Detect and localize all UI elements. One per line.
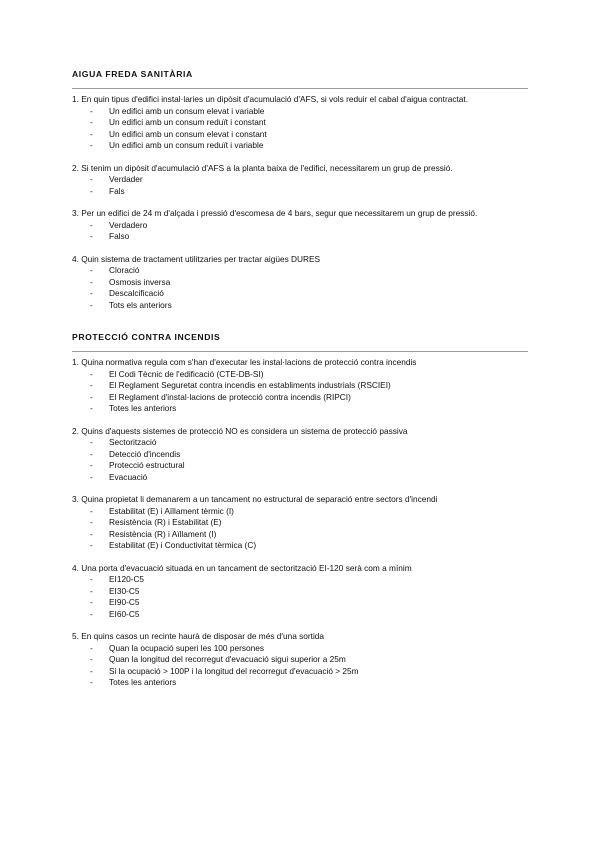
option-item: - El Codi Tècnic de l'edificació (CTE-DB-SI) <box>90 368 264 379</box>
document-page <box>72 68 528 689</box>
question-text: 2. Quins d'aquests sistemes de protecció NO es considera un sistema de protecció passiva <box>72 425 408 436</box>
options-list <box>72 369 528 415</box>
option-item: - EI60-C5 <box>90 608 140 619</box>
question-block <box>72 631 528 689</box>
options-list <box>72 265 528 311</box>
option-item: - Totes les anteriors <box>90 403 177 413</box>
option-item: - Verdader <box>90 174 143 184</box>
section-proteccio-incendis <box>72 331 528 689</box>
section-divider <box>72 351 528 352</box>
options-list <box>72 574 528 620</box>
option-item: - Estabilitat (E) i Aïllament tèrmic (I) <box>90 505 234 516</box>
option-item: - Quan la longitud del recorregut d'evacuació sigui superior a 25m <box>90 654 346 664</box>
option-item: - Verdadero <box>90 219 148 230</box>
option-item: - Detecció d'incendis <box>90 448 181 459</box>
options-list <box>72 220 528 243</box>
question-block <box>72 94 528 152</box>
option-item: - Descalcificació <box>90 288 164 298</box>
option-item: - Quan la ocupació superi les 100 persones <box>90 642 264 653</box>
options-list <box>72 643 528 689</box>
option-item: - Fals <box>90 185 125 196</box>
section-aigua-freda <box>72 68 528 311</box>
option-item: - EI120-C5 <box>90 574 145 584</box>
options-list <box>72 106 528 152</box>
question-block <box>72 357 528 415</box>
option-item: - Estabilitat (E) i Conductivitat tèrmica (C) <box>90 540 257 550</box>
section-title: AIGUA FREDA SANITÀRIA <box>72 69 193 79</box>
option-item: - Un edifici amb un consum reduït i constant <box>90 117 266 127</box>
option-item: - Un edifici amb un consum reduït i variable <box>90 140 264 150</box>
question-text: 2. Si tenim un dipòsit d'acumulació d'AFS a la planta baixa de l'edifici, necessitarem un grup de pressió. <box>72 162 453 173</box>
option-item: - Resistència (R) i Aïllament (I) <box>90 528 217 539</box>
option-item: - Tots els anteriors <box>90 299 172 310</box>
question-text: 1. En quin tipus d'edifici instal·laries un dipòsit d'acumulació d'AFS, si vols reduir el cabal d'aigua contractat. <box>72 94 469 104</box>
option-item: - El Reglament d'instal·lacions de protecció contra incendis (RIPCI) <box>90 391 351 402</box>
question-text: 5. En quins casos un recinte haurà de disposar de més d'una sortida <box>72 631 325 641</box>
question-block <box>72 426 528 484</box>
options-list <box>72 174 528 197</box>
option-item: - Sectorització <box>90 437 157 447</box>
option-item: - Protecció estructural <box>90 460 185 470</box>
option-item: - EI30-C5 <box>90 585 140 596</box>
question-block <box>72 163 528 198</box>
question-text: 1. Quina normativa regula com s'han d'executar les instal·lacions de protecció contra incendis <box>72 357 417 367</box>
question-block <box>72 494 528 552</box>
question-block <box>72 208 528 243</box>
option-item: - Un edifici amb un consum elevat i variable <box>90 105 265 116</box>
question-text: 4. Quin sistema de tractament utilitzaries per tractar aigües DURES <box>72 253 321 264</box>
option-item: - Osmosis inversa <box>90 276 171 287</box>
section-title: PROTECCIÓ CONTRA INCENDIS <box>72 332 221 342</box>
section-divider <box>72 88 528 89</box>
option-item: - Evacuació <box>90 471 148 482</box>
question-text: 4. Una porta d'evacuació situada en un tancament de sectorització EI-120 serà com a mínim <box>72 562 412 573</box>
question-text: 3. Per un edifici de 24 m d'alçada i pressió d'escomesa de 4 bars, segur que necessitarem un grup de pressió. <box>72 208 478 218</box>
option-item: - Falso <box>90 231 130 241</box>
option-item: - El Reglament Seguretat contra incendis en establiments industrials (RSCIEI) <box>90 380 391 390</box>
option-item: - Si la ocupació > 100P i la longitud del recorregut d'evacuació > 25m <box>90 665 359 676</box>
options-list <box>72 437 528 483</box>
option-item: - Totes les anteriors <box>90 677 177 687</box>
option-item: - Un edifici amb un consum elevat i constant <box>90 128 267 139</box>
options-list <box>72 506 528 552</box>
option-item: - Resistència (R) i Estabilitat (E) <box>90 517 222 527</box>
question-block <box>72 563 528 621</box>
question-block <box>72 254 528 312</box>
question-text: 3. Quina propietat li demanarem a un tancament no estructural de separació entre sectors d'incendi <box>72 494 438 504</box>
option-item: - Cloració <box>90 265 140 275</box>
option-item: - EI90-C5 <box>90 597 140 607</box>
